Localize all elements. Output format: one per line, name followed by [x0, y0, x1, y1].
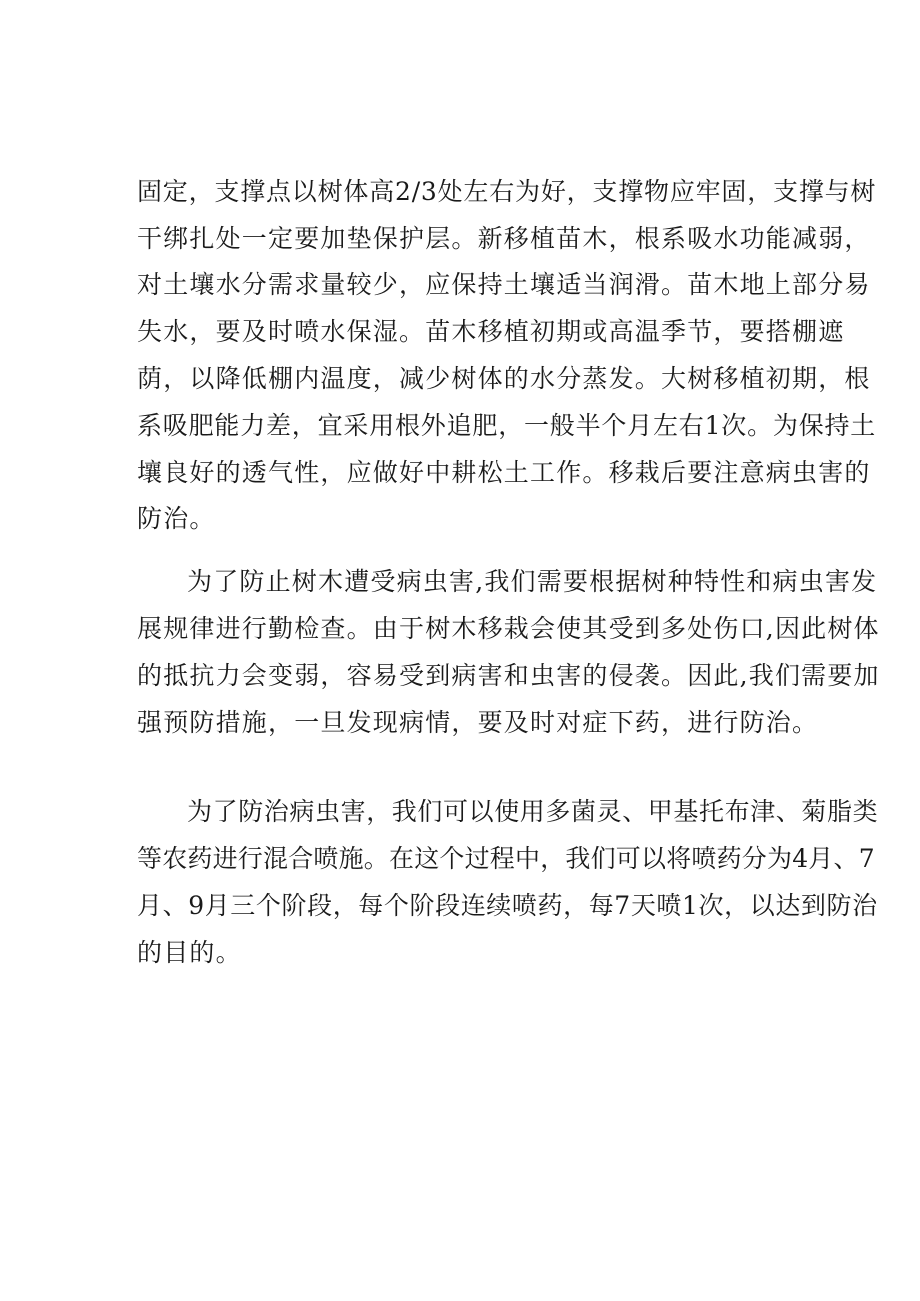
paragraph-3-line-4: 的目的。 — [137, 938, 242, 967]
paragraph-3-line-1: 为了防治病虫害，我们可以使用多菌灵、甲基托布津、菊脂类 — [187, 797, 879, 826]
paragraph-2-line-3: 的抵抗力会变弱，容易受到病害和虫害的侵袭。因此,我们需要加 — [137, 661, 880, 690]
paragraph-2-line-4: 强预防措施，一旦发现病情，要及时对症下药，进行防治。 — [137, 708, 819, 737]
paragraph-1-line-1: 固定，支撑点以树体高2/3处左右为好，支撑物应牢固，支撑与树 — [137, 177, 877, 206]
paragraph-1-line-3: 对土壤水分需求量较少，应保持土壤适当润滑。苗木地上部分易 — [137, 270, 871, 299]
paragraph-1-line-8: 防治。 — [137, 504, 216, 533]
paragraph-2-line-2: 展规律进行勤检查。由于树木移栽会使其受到多处伤口,因此树体 — [137, 614, 880, 643]
paragraph-1-line-7: 壤良好的透气性，应做好中耕松土工作。移栽后要注意病虫害的 — [137, 458, 871, 487]
paragraph-1-line-6: 系吸肥能力差，宜采用根外追肥，一般半个月左右1次。为保持土 — [137, 411, 877, 440]
paragraph-1-line-4: 失水，要及时喷水保湿。苗木移植初期或高温季节，要搭棚遮 — [137, 317, 845, 346]
paragraph-2-line-1: 为了防止树木遭受病虫害,我们需要根据树种特性和病虫害发 — [187, 567, 878, 596]
paragraph-1-line-2: 干绑扎处一定要加垫保护层。新移植苗木，根系吸水功能减弱， — [137, 224, 871, 253]
paragraph-3-line-2: 等农药进行混合喷施。在这个过程中，我们可以将喷药分为4月、7 — [137, 844, 875, 873]
paragraph-3-line-3: 月、9月三个阶段，每个阶段连续喷药，每7天喷1次，以达到防治 — [137, 891, 878, 920]
paragraph-1-line-5: 荫，以降低棚内温度，减少树体的水分蒸发。大树移植初期，根 — [137, 364, 871, 393]
